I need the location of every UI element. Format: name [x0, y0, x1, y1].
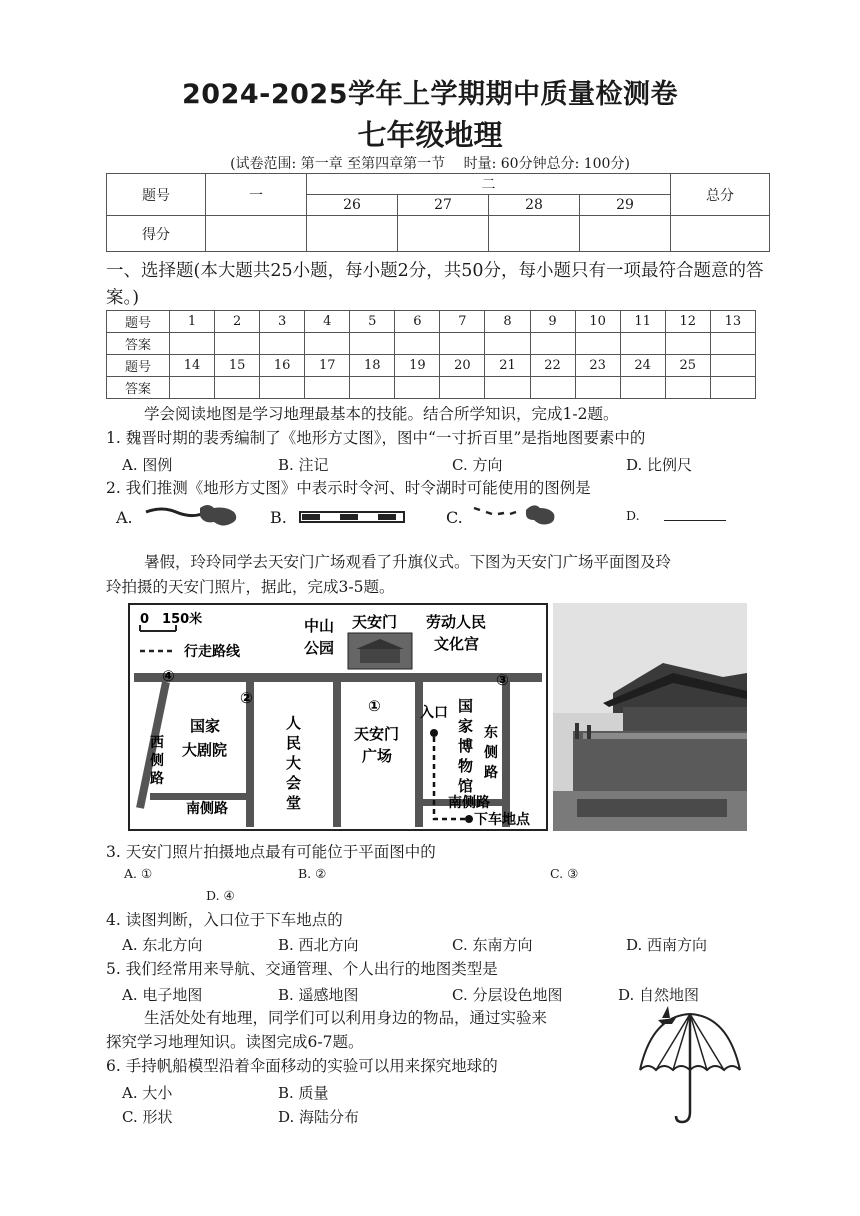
intro-q1-2: 学会阅读地图是学习地理最基本的技能。结合所学知识，完成1-2题。 — [144, 405, 619, 423]
south-road-left — [150, 793, 254, 800]
zhongshan-label-1: 中山 — [304, 617, 335, 635]
answer-number: 14 — [170, 355, 215, 377]
entrance-label: 入口 — [420, 705, 448, 721]
q2-stem: 2. 我们推测《地形方丈图》中表示时令河、时令湖时可能使用的图例是 — [106, 479, 591, 497]
square-label-2: 广场 — [362, 747, 393, 765]
renda-label-2: 民 — [286, 734, 302, 752]
score-cell[interactable] — [206, 216, 307, 252]
south-road-right-label: 南侧路 — [448, 795, 490, 811]
q1-option-a[interactable]: A. 图例 — [122, 456, 173, 474]
dropoff-point — [465, 815, 473, 823]
exam-scope: (试卷范围: 第一章 至第四章第一节 时量: 60分钟总分: 100分) — [230, 156, 630, 172]
answer-cell[interactable] — [440, 333, 485, 355]
intro-q6-7-line2: 探究学习地理知识。读图完成6-7题。 — [106, 1033, 364, 1051]
answer-cell[interactable] — [620, 377, 665, 399]
west-road-label-3: 路 — [150, 771, 164, 787]
renda-label-4: 会 — [286, 774, 302, 792]
q2-option-b[interactable]: B. — [270, 508, 287, 527]
answer-number: 22 — [530, 355, 575, 377]
marker-1: ① — [368, 697, 381, 715]
q5-option-d[interactable]: D. 自然地图 — [618, 986, 700, 1004]
answer-number: 16 — [260, 355, 305, 377]
dropoff-label: 下车地点 — [474, 812, 530, 828]
q1-option-d[interactable]: D. 比例尺 — [626, 456, 693, 474]
score-table — [106, 173, 770, 252]
answer-number: 12 — [665, 311, 710, 333]
q3-option-d[interactable]: D. ④ — [206, 888, 235, 903]
answer-number: 3 — [260, 311, 305, 333]
score-sub-28: 28 — [489, 195, 580, 216]
answer-number: 6 — [395, 311, 440, 333]
q5-option-a[interactable]: A. 电子地图 — [122, 986, 203, 1004]
intro-q3-5-line1: 暑假，玲玲同学去天安门广场观看了升旗仪式。下图为天安门广场平面图及玲 — [144, 553, 672, 571]
section-heading: 一、选择题(本大题共25小题，每小题2分，共50分，每小题只有一项最符合题意的答案。) — [106, 261, 764, 308]
renda-label-3: 大 — [286, 754, 302, 772]
score-label-defen: 得分 — [107, 216, 206, 252]
score-sub-29: 29 — [580, 195, 671, 216]
answer-cell[interactable] — [710, 333, 755, 355]
q2-option-a[interactable]: A. — [116, 508, 133, 527]
answer-cell[interactable] — [305, 333, 350, 355]
answer-cell — [710, 355, 755, 377]
seasonal-river-symbol-c — [470, 500, 560, 530]
answer-number: 24 — [620, 355, 665, 377]
answer-cell[interactable] — [395, 333, 440, 355]
answer-number: 21 — [485, 355, 530, 377]
answer-table — [106, 310, 756, 399]
q2-option-c[interactable]: C. — [446, 508, 463, 527]
score-header-one: 一 — [206, 174, 307, 216]
score-sub-26: 26 — [307, 195, 398, 216]
museum-label-3: 博 — [458, 737, 474, 755]
exam-title: 2024-2025学年上学期期中质量检测卷 — [182, 79, 678, 110]
museum-label-4: 物 — [458, 757, 474, 775]
score-cell[interactable] — [671, 216, 770, 252]
east-road-label-3: 路 — [484, 765, 498, 781]
answer-number: 4 — [305, 311, 350, 333]
west-road-label-2: 侧 — [150, 753, 164, 769]
answer-cell[interactable] — [170, 377, 215, 399]
answer-cell[interactable] — [260, 377, 305, 399]
q5-option-b[interactable]: B. 遥感地图 — [278, 986, 359, 1004]
q4-option-b[interactable]: B. 西北方向 — [278, 936, 359, 954]
answer-number: 8 — [485, 311, 530, 333]
q3-stem: 3. 天安门照片拍摄地点最有可能位于平面图中的 — [106, 843, 436, 861]
south-road-left-label: 南侧路 — [186, 801, 228, 817]
museum-label-5: 馆 — [458, 777, 474, 795]
answer-number: 1 — [170, 311, 215, 333]
answer-number: 2 — [215, 311, 260, 333]
marker-4: ④ — [162, 667, 175, 685]
q5-stem: 5. 我们经常用来导航、交通管理、个人出行的地图类型是 — [106, 960, 498, 978]
answer-cell[interactable] — [485, 333, 530, 355]
answer-number: 11 — [620, 311, 665, 333]
q5-option-c[interactable]: C. 分层设色地图 — [452, 986, 563, 1004]
river-lake-symbol-a — [142, 500, 242, 530]
answer-number: 15 — [215, 355, 260, 377]
answer-number: 19 — [395, 355, 440, 377]
answer-label-daan: 答案 — [107, 377, 170, 399]
exam-subtitle: 七年级地理 — [357, 118, 503, 152]
answer-cell[interactable] — [305, 377, 350, 399]
answer-cell[interactable] — [665, 377, 710, 399]
museum-label-2: 家 — [458, 717, 474, 735]
intro-q3-5-line2: 玲拍摄的天安门照片，据此，完成3-5题。 — [106, 578, 395, 596]
laodong-label-2: 文化宫 — [434, 635, 480, 653]
answer-number: 23 — [575, 355, 620, 377]
tiananmen-label: 天安门 — [352, 613, 398, 631]
q3-option-b[interactable]: B. ② — [298, 866, 327, 881]
answer-cell[interactable] — [350, 377, 395, 399]
answer-cell — [710, 377, 755, 399]
answer-cell[interactable] — [575, 377, 620, 399]
scale-label: 0 150米 — [140, 612, 203, 627]
answer-cell[interactable] — [530, 333, 575, 355]
q2-option-d[interactable]: D. — [626, 508, 640, 523]
q4-option-a[interactable]: A. 东北方向 — [122, 936, 203, 954]
q1-option-b[interactable]: B. 注记 — [278, 456, 329, 474]
answer-number: 7 — [440, 311, 485, 333]
sailboat-icon — [662, 1006, 670, 1018]
q4-stem: 4. 读图判断，入口位于下车地点的 — [106, 911, 343, 929]
score-header-total: 总分 — [671, 174, 770, 216]
answer-number: 13 — [710, 311, 755, 333]
railway-symbol-b — [298, 508, 408, 526]
score-sub-27: 27 — [398, 195, 489, 216]
answer-cell[interactable] — [530, 377, 575, 399]
answer-cell[interactable] — [665, 333, 710, 355]
score-cell[interactable] — [307, 216, 398, 252]
answer-number: 9 — [530, 311, 575, 333]
intro-q6-7-line1: 生活处处有地理，同学们可以利用身边的物品，通过实验来 — [144, 1009, 548, 1027]
q6-option-c[interactable]: C. 形状 — [122, 1108, 173, 1126]
tiananmen-photo — [553, 603, 747, 831]
answer-cell[interactable] — [440, 377, 485, 399]
score-header-two: 二 — [307, 174, 671, 195]
answer-label-tihao: 题号 — [107, 355, 170, 377]
answer-cell[interactable] — [215, 333, 260, 355]
q3-option-c[interactable]: C. ③ — [550, 866, 579, 881]
square-label-1: 天安门 — [354, 725, 400, 743]
answer-cell[interactable] — [395, 377, 440, 399]
score-header-tihao: 题号 — [107, 174, 206, 216]
q6-option-b[interactable]: B. 质量 — [278, 1084, 329, 1102]
answer-number: 20 — [440, 355, 485, 377]
theater-label-2: 大剧院 — [182, 741, 228, 759]
line-symbol-d — [664, 520, 726, 521]
marker-3: ③ — [496, 671, 509, 689]
answer-number: 18 — [350, 355, 395, 377]
umbrella-sailboat-illustration — [632, 1000, 748, 1130]
renda-label-5: 堂 — [286, 794, 302, 812]
answer-cell[interactable] — [620, 333, 665, 355]
east-road — [502, 682, 510, 827]
route-legend-label: 行走路线 — [184, 644, 240, 660]
east-road-label-1: 东 — [484, 725, 498, 741]
answer-cell[interactable] — [575, 333, 620, 355]
changan-avenue — [134, 673, 542, 682]
marker-2: ② — [240, 689, 253, 707]
museum-label-1: 国 — [458, 697, 474, 715]
answer-number: 10 — [575, 311, 620, 333]
laodong-label-1: 劳动人民 — [426, 613, 487, 631]
answer-cell[interactable] — [215, 377, 260, 399]
score-cell[interactable] — [489, 216, 580, 252]
road-square-west — [333, 682, 341, 827]
score-cell[interactable] — [398, 216, 489, 252]
q3-option-a[interactable]: A. ① — [124, 866, 153, 881]
q1-option-c[interactable]: C. 方向 — [452, 456, 503, 474]
west-road-label-1: 西 — [150, 735, 164, 751]
q6-option-d[interactable]: D. 海陆分布 — [278, 1108, 360, 1126]
q6-stem: 6. 手持帆船模型沿着伞面移动的实验可以用来探究地球的 — [106, 1057, 498, 1075]
answer-number: 17 — [305, 355, 350, 377]
entrance-point — [430, 729, 438, 737]
answer-cell[interactable] — [260, 333, 305, 355]
answer-label-tihao: 题号 — [107, 311, 170, 333]
road-square-east — [415, 682, 423, 827]
renda-label-1: 人 — [286, 714, 302, 732]
tiananmen-square-map — [128, 603, 548, 831]
zhongshan-label-2: 公园 — [304, 639, 335, 657]
answer-cell[interactable] — [350, 333, 395, 355]
answer-number: 5 — [350, 311, 395, 333]
q6-option-a[interactable]: A. 大小 — [122, 1084, 173, 1102]
east-road-label-2: 侧 — [484, 745, 498, 761]
q4-option-d[interactable]: D. 西南方向 — [626, 936, 708, 954]
q4-option-c[interactable]: C. 东南方向 — [452, 936, 533, 954]
q1-stem: 1. 魏晋时期的裴秀编制了《地形方丈图》，图中“一寸折百里”是指地图要素中的 — [106, 429, 646, 447]
theater-label-1: 国家 — [190, 717, 221, 735]
answer-cell[interactable] — [170, 333, 215, 355]
score-cell[interactable] — [580, 216, 671, 252]
answer-label-daan: 答案 — [107, 333, 170, 355]
answer-number: 25 — [665, 355, 710, 377]
answer-cell[interactable] — [485, 377, 530, 399]
